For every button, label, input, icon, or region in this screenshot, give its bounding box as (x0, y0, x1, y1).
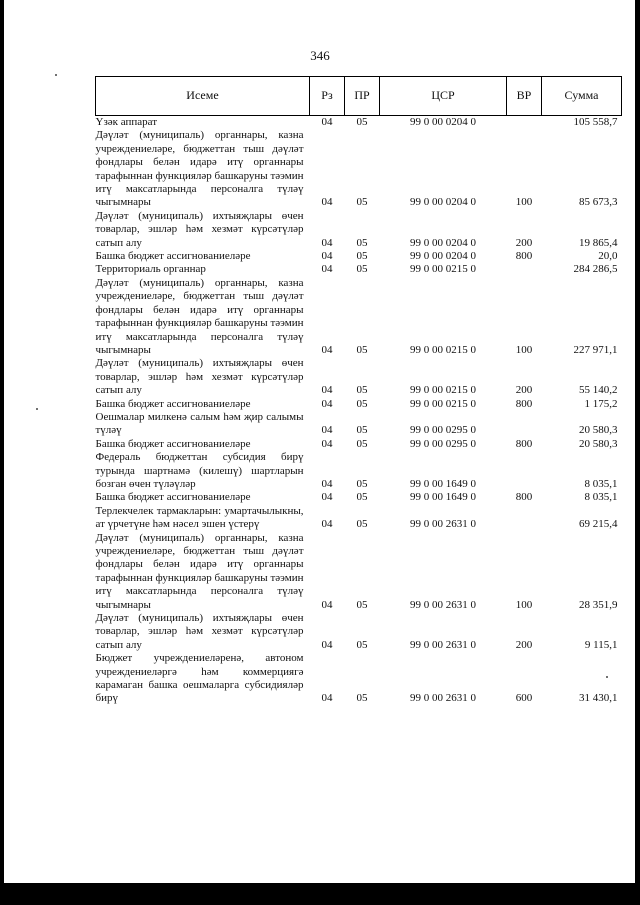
row-csr: 99 0 00 0215 0 (410, 397, 476, 410)
row-vr: 100 (515, 196, 533, 209)
table-row (96, 505, 622, 532)
row-pr: 05 (356, 236, 368, 249)
row-rz: 04 (321, 692, 333, 705)
row-name: Дәүләт (муниципаль) ихтыяҗлары өчен товарлар, эшләр һәм хезмәт күрсәтүләр сатып алу (95, 612, 304, 651)
row-csr: 99 0 00 0295 0 (410, 437, 476, 450)
table-row (96, 263, 622, 276)
row-vr (507, 451, 542, 491)
row-pr: 05 (356, 638, 368, 651)
row-csr: 99 0 00 2631 0 (410, 598, 476, 611)
table-row (96, 438, 622, 451)
row-rz: 04 (321, 250, 333, 263)
row-name: Башка бюджет ассигнованиеләре (95, 491, 251, 504)
header-pr: ПР (345, 77, 380, 116)
table-row (96, 532, 622, 612)
header-name: Исеме (96, 77, 310, 116)
row-pr: 05 (356, 384, 368, 397)
row-csr: 99 0 00 0204 0 (410, 116, 476, 128)
row-csr: 99 0 00 2631 0 (410, 692, 476, 705)
scan-right-edge (635, 0, 640, 905)
row-rz: 04 (321, 638, 333, 651)
table-row (96, 116, 622, 130)
row-pr: 05 (356, 343, 368, 356)
row-pr: 05 (356, 437, 368, 450)
table-row (96, 210, 622, 250)
row-name: Башка бюджет ассигнованиеләре (95, 250, 251, 263)
header-sum: Сумма (542, 77, 622, 116)
row-name: Дәүләт (муниципаль) ихтыяҗлары өчен товарлар, эшләр һәм хезмәт күрсәтүләр сатып алу (95, 357, 304, 397)
table-row (96, 612, 622, 652)
row-vr: 600 (515, 692, 533, 705)
row-rz: 04 (321, 343, 333, 356)
row-name: Оешмалар милкенә салым һәм җир салымы түләү (95, 410, 304, 437)
row-pr: 05 (356, 397, 368, 410)
scan-speck (55, 74, 57, 76)
row-csr: 99 0 00 0204 0 (410, 196, 476, 209)
row-pr: 05 (356, 598, 368, 611)
row-name: Дәүләт (муниципаль) органнары, казна учреждениеләре, бюджеттан тыш дәүләт фондлары белән идарә итү органнары тарафыннан функцияләр башкаруны тәэмин итү максатларында персоналга түләү чыгымнары (95, 531, 304, 611)
row-sum: 55 140,2 (579, 384, 618, 397)
row-rz: 04 (321, 424, 333, 437)
row-sum: 1 175,2 (584, 397, 618, 410)
row-sum: 20,0 (598, 250, 618, 263)
row-pr: 05 (356, 196, 368, 209)
row-sum: 28 351,9 (579, 598, 618, 611)
row-name: Дәүләт (муниципаль) органнары, казна учреждениеләре, бюджеттан тыш дәүләт фондлары белән идарә итү органнары тарафыннан функцияләр башкаруны тәэмин итү максатларында персоналга түләү чыгымнары (95, 276, 304, 356)
header-vr: ВР (507, 77, 542, 116)
budget-table (95, 76, 622, 706)
row-sum: 8 035,1 (584, 477, 618, 490)
row-rz: 04 (321, 236, 333, 249)
row-sum: 8 035,1 (584, 491, 618, 504)
row-vr: 800 (515, 397, 533, 410)
table-row (96, 129, 622, 209)
scan-speck (36, 408, 38, 410)
row-csr: 99 0 00 0204 0 (410, 250, 476, 263)
row-rz: 04 (321, 384, 333, 397)
row-vr: 200 (515, 236, 533, 249)
row-sum: 105 558,7 (573, 116, 618, 128)
row-csr: 99 0 00 0295 0 (410, 424, 476, 437)
row-csr: 99 0 00 1649 0 (410, 491, 476, 504)
row-pr: 05 (356, 477, 368, 490)
row-name: Дәүләт (муниципаль) ихтыяҗлары өчен товарлар, эшләр һәм хезмәт күрсәтүләр сатып алу (95, 209, 304, 249)
row-vr: 200 (515, 638, 533, 651)
row-name: Башка бюджет ассигнованиеләре (95, 397, 251, 410)
row-name: Бюджет учреждениеләренә, автоном учреждениеләргә һәм коммерциягә карамаган башка оешмаларга субсидияләр бирү (95, 652, 304, 705)
row-pr: 05 (356, 116, 368, 128)
row-sum: 20 580,3 (579, 437, 618, 450)
row-sum: 69 215,4 (579, 518, 618, 531)
row-csr: 99 0 00 0215 0 (410, 384, 476, 397)
row-vr (507, 116, 542, 130)
row-csr: 99 0 00 2631 0 (410, 638, 476, 651)
row-rz: 04 (321, 196, 333, 209)
row-name: Башка бюджет ассигнованиеләре (95, 437, 251, 450)
row-sum: 284 286,5 (573, 263, 618, 276)
row-vr: 800 (515, 250, 533, 263)
table-row (96, 398, 622, 411)
row-vr: 100 (515, 598, 533, 611)
row-pr: 05 (356, 518, 368, 531)
row-sum: 227 971,1 (573, 343, 618, 356)
table-row (96, 357, 622, 397)
table-row (96, 652, 622, 706)
row-sum: 85 673,3 (579, 196, 618, 209)
row-vr: 800 (515, 437, 533, 450)
row-name: Терлекчелек тармакларын: умартачылыкны, ат үрчетүне һәм нәсел эшен үстерү (95, 504, 304, 531)
row-rz: 04 (321, 491, 333, 504)
table-header-row (96, 77, 622, 116)
row-name: Федераль бюджеттан субсидия бирү турында шартнамә (килешү) шартларын бозган өчен түләүләр (95, 451, 304, 490)
row-csr: 99 0 00 1649 0 (410, 477, 476, 490)
header-rz: Рз (310, 77, 345, 116)
scan-bottom-edge (0, 883, 640, 905)
row-name: Үзәк аппарат (95, 116, 158, 128)
scan-left-edge (0, 0, 4, 905)
table-row (96, 491, 622, 504)
row-vr: 200 (515, 384, 533, 397)
row-rz: 04 (321, 477, 333, 490)
row-pr: 05 (356, 424, 368, 437)
row-csr: 99 0 00 0204 0 (410, 236, 476, 249)
row-vr (507, 505, 542, 532)
row-rz: 04 (321, 263, 333, 276)
row-pr: 05 (356, 692, 368, 705)
row-rz: 04 (321, 116, 333, 128)
header-csr: ЦСР (380, 77, 507, 116)
row-sum: 19 865,4 (579, 236, 618, 249)
row-rz: 04 (321, 437, 333, 450)
row-csr: 99 0 00 0215 0 (410, 263, 476, 276)
row-sum: 9 115,1 (584, 638, 618, 651)
page-number: 346 (310, 48, 330, 63)
row-name: Дәүләт (муниципаль) органнары, казна учреждениеләре, бюджеттан тыш дәүләт фондлары белән идарә итү органнары тарафыннан функцияләр башкаруны тәэмин итү максатларында персоналга түләү чыгымнары (95, 129, 304, 209)
row-csr: 99 0 00 0215 0 (410, 343, 476, 356)
row-pr: 05 (356, 263, 368, 276)
table-row (96, 250, 622, 263)
table-row (96, 277, 622, 357)
row-vr: 100 (515, 343, 533, 356)
row-pr: 05 (356, 250, 368, 263)
table-row (96, 411, 622, 438)
row-sum: 31 430,1 (579, 692, 618, 705)
row-rz: 04 (321, 518, 333, 531)
row-rz: 04 (321, 598, 333, 611)
row-rz: 04 (321, 397, 333, 410)
row-vr: 800 (515, 491, 533, 504)
table-row (96, 451, 622, 491)
row-name: Территориаль органнар (95, 263, 206, 276)
row-sum: 20 580,3 (579, 424, 618, 437)
row-vr (507, 411, 542, 438)
row-csr: 99 0 00 2631 0 (410, 518, 476, 531)
row-pr: 05 (356, 491, 368, 504)
row-vr (507, 263, 542, 276)
